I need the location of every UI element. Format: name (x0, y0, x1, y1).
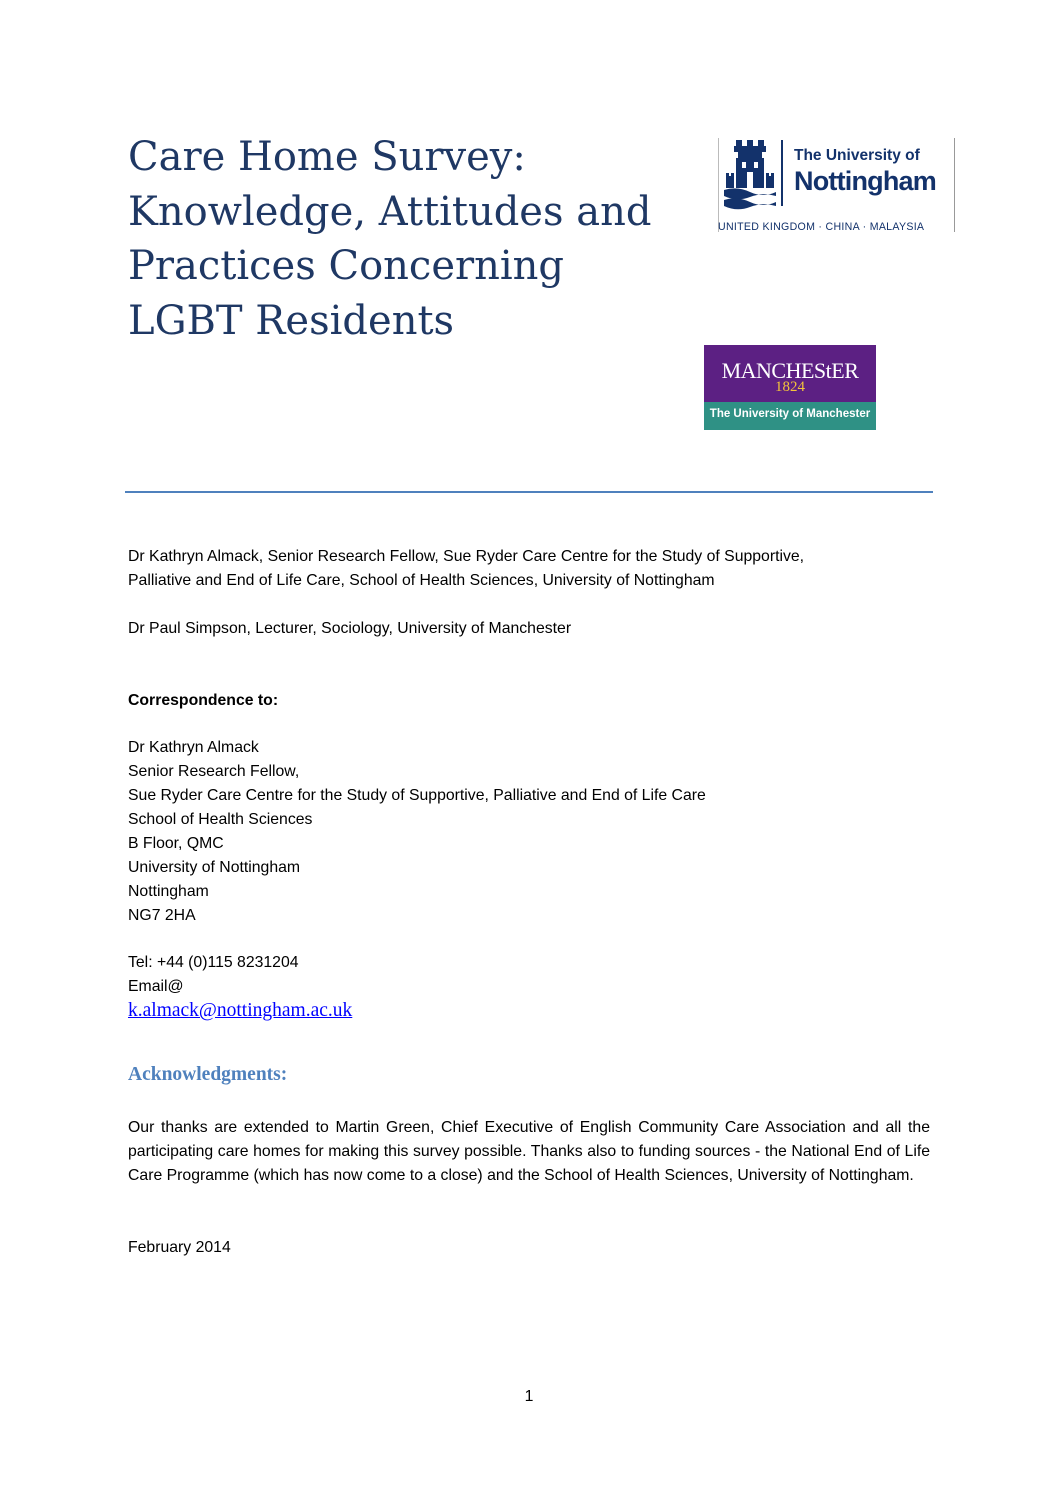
document-title (128, 130, 688, 348)
nottingham-logo-locations: UNITED KINGDOM · CHINA · MALAYSIA (718, 221, 925, 233)
page-number: 1 (524, 1388, 534, 1405)
address-line: University of Nottingham (128, 859, 301, 876)
email-label: Email@ (128, 978, 184, 995)
nottingham-logo-line2: Nottingham (794, 166, 936, 196)
author-1-line-2: Palliative and End of Life Care, School of Health Sciences, University of Nottingham (128, 572, 715, 589)
logo-border-left (718, 138, 719, 232)
author-2: Dr Paul Simpson, Lecturer, Sociology, University of Manchester (128, 620, 572, 637)
address-line: Senior Research Fellow, (128, 763, 300, 780)
manchester-logo-name: MANCHEStER (721, 358, 859, 383)
title-line-1: Care Home Survey: (128, 134, 526, 180)
publication-date: February 2014 (128, 1239, 231, 1256)
address-line: School of Health Sciences (128, 811, 313, 828)
castle-icon (724, 140, 776, 212)
address-line: NG7 2HA (128, 907, 196, 924)
telephone: Tel: +44 (0)115 8231204 (128, 954, 299, 971)
title-line-2: Knowledge, Attitudes and (128, 188, 652, 235)
author-1 (128, 545, 804, 593)
acknowledgments-text: Our thanks are extended to Martin Green, Chief Executive of English Community Care Association and all the participating care homes for making this survey possible. Thanks also to funding sources - the National End of Life Care Programme (which has now come to a close) and the School of Health Sciences, University of Nottingham. (128, 1119, 930, 1184)
logo-border-right (954, 138, 955, 232)
email-link[interactable]: k.almack@nottingham.ac.uk (128, 1000, 353, 1021)
nottingham-logo-line1: The University of (794, 147, 920, 164)
address-line: B Floor, QMC (128, 835, 224, 852)
title-line-4: LGBT Residents (128, 297, 455, 344)
email-row (128, 975, 352, 1024)
horizontal-divider (125, 491, 933, 493)
university-of-nottingham-logo (718, 138, 956, 236)
correspondence-heading: Correspondence to: (128, 692, 279, 709)
address-line: Dr Kathryn Almack (128, 739, 259, 756)
contact-details (128, 951, 352, 1024)
address-line: Sue Ryder Care Centre for the Study of Supportive, Palliative and End of Life Care (128, 787, 706, 804)
university-of-manchester-logo (704, 345, 876, 430)
author-1-line-1: Dr Kathryn Almack, Senior Research Fellow, Sue Ryder Care Centre for the Study of Supportive, (128, 548, 805, 565)
manchester-logo-year: 1824 (775, 379, 805, 395)
correspondence-address (128, 736, 706, 928)
logo-separator (781, 140, 783, 206)
manchester-logo-subtitle: The University of Manchester (709, 408, 871, 420)
title-line-3: Practices Concerning (128, 243, 565, 289)
address-line: Nottingham (128, 883, 209, 900)
acknowledgments-heading: Acknowledgments: (128, 1064, 288, 1085)
